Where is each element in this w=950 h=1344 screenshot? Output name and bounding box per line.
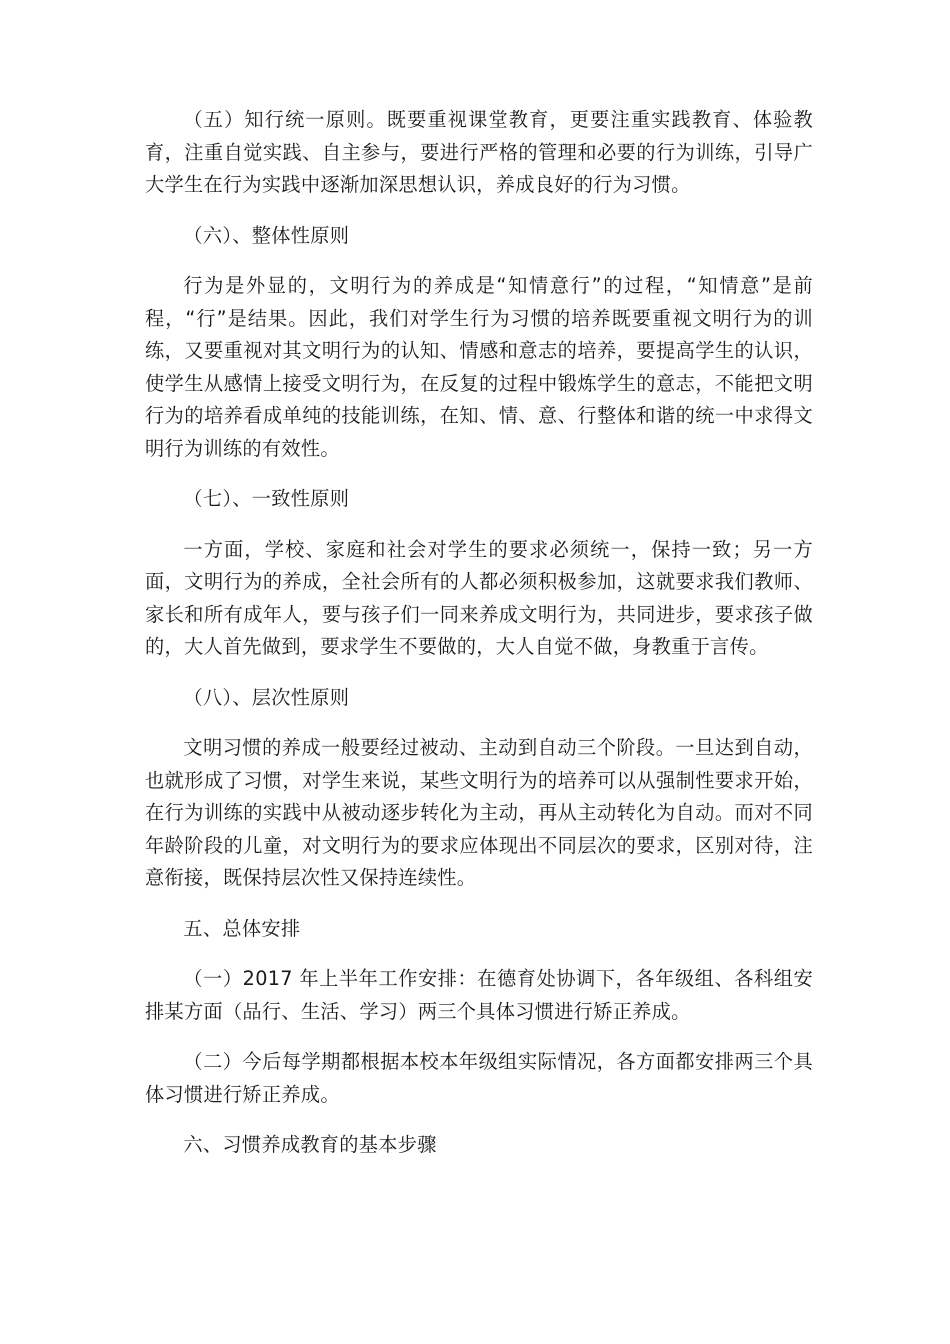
- paragraph-knowledge-action-principle: （五）知行统一原则。既要重视课堂教育，更要注重实践教育、体验教育，注重自觉实践、自主参与，要进行严格的管理和必要的行为训练，引导广大学生在行为实践中逐渐加深思想认识，养成良好的行为习惯。: [145, 108, 813, 196]
- heading-basic-steps: 六、习惯养成教育的基本步骤: [183, 1133, 437, 1156]
- heading-holistic-principle: （六）、整体性原则: [183, 223, 350, 247]
- heading-consistency-principle: （七）、一致性原则: [183, 487, 350, 510]
- heading-hierarchy-principle: （八）、层次性原则: [183, 685, 350, 709]
- paragraph-consistency-principle: 一方面，学校、家庭和社会对学生的要求必须统一，保持一致；另一方面，文明行为的养成，全社会所有的人都必须积极参加，这就要求我们教师、家长和所有成年人，要与孩子们一同来养成文明行为，共同进步，要求孩子做的，大人首先做到，要求学生不要做的，大人自觉不做，身教重于言传。: [145, 537, 813, 658]
- heading-overall-arrangement: 五、总体安排: [183, 916, 301, 940]
- paragraph-holistic-principle: 行为是外显的，文明行为的养成是“知情意行”的过程，“知情意”是前程，“行”是结果。因此，我们对学生行为习惯的培养既要重视文明行为的训练，又要重视对其文明行为的认知、情感和意志的培养，要提高学生的认识，使学生从感情上接受文明行为，在反复的过程中锻炼学生的意志，不能把文明行为的培养看成单纯的技能训练，在知、情、意、行整体和谐的统一中求得文明行为训练的有效性。: [145, 274, 813, 460]
- document-body: [145, 104, 813, 1180]
- paragraph-hierarchy-principle: 文明习惯的养成一般要经过被动、主动到自动三个阶段。一旦达到自动，也就形成了习惯，对学生来说，某些文明行为的培养可以从强制性要求开始，在行为训练的实践中从被动逐步转化为主动，再从主动转化为自动。而对不同年龄阶段的儿童，对文明行为的要求应体现出不同层次的要求，区别对待，注意衔接，既保持层次性又保持连续性。: [145, 736, 813, 889]
- paragraph-arrangement-future: （二）今后每学期都根据本校本年级组实际情况，各方面都安排两三个具体习惯进行矫正养成。: [145, 1050, 813, 1106]
- paragraph-arrangement-2017: （一）2017 年上半年工作安排：在德育处协调下，各年级组、各科组安排某方面（品行、生活、学习）两三个具体习惯进行矫正养成。: [145, 967, 813, 1023]
